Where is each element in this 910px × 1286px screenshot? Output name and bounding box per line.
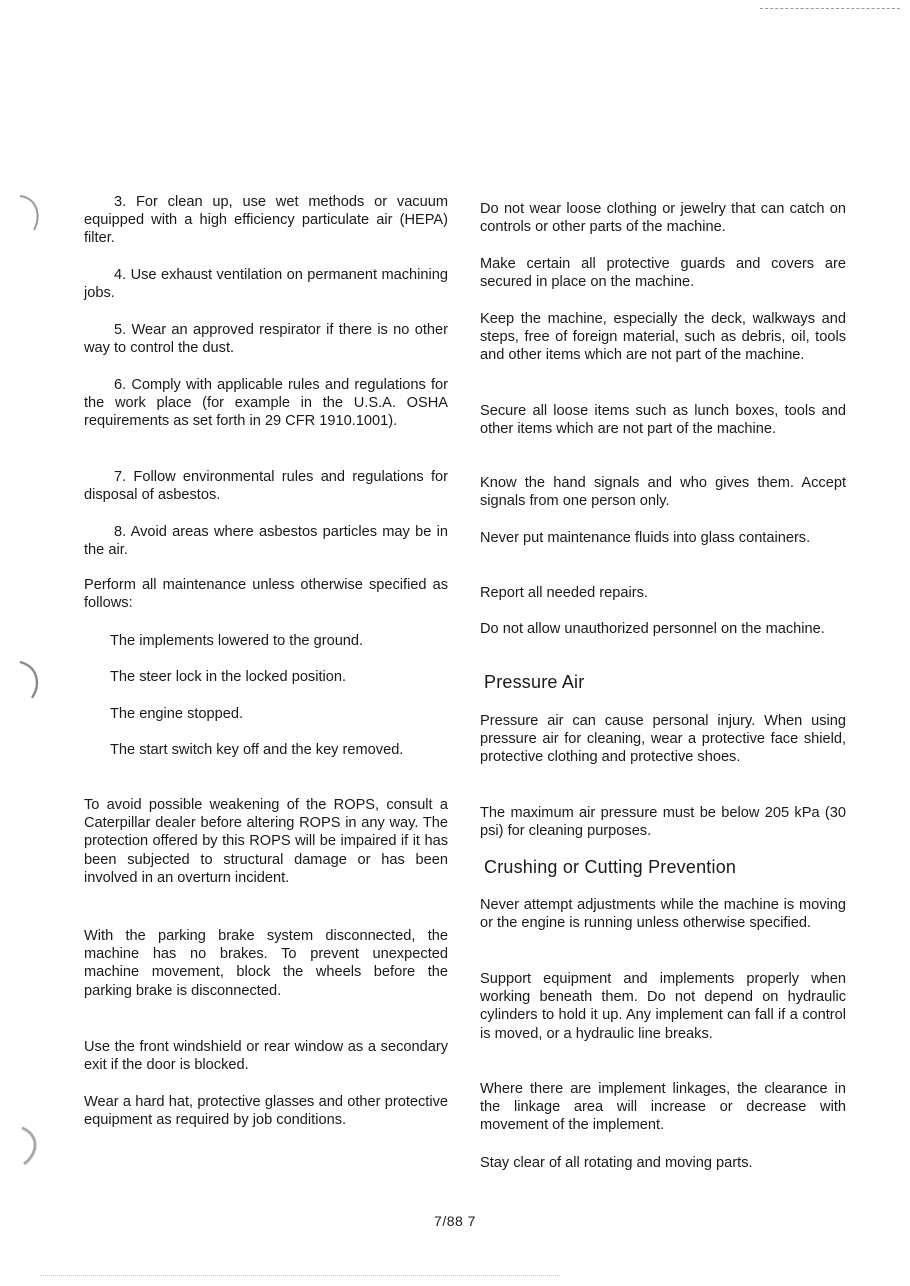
binder-hole-mark-top (14, 192, 44, 236)
pressure-air-injury-paragraph: Pressure air can cause personal injury. When using pressure air for cleaning, wear a protective face shield, protective clothing and protective shoes. (480, 713, 846, 766)
exhaust-ventilation-paragraph: 4. Use exhaust ventilation on permanent machining jobs. (84, 267, 448, 302)
asbestos-disposal-paragraph: 7. Follow environmental rules and regulations for disposal of asbestos. (84, 469, 448, 504)
keep-machine-clean-paragraph: Keep the machine, especially the deck, walkways and steps, free of foreign material, such as debris, oil, tools and other items which are not part of the machine. (480, 311, 846, 364)
rops-warning-paragraph: To avoid possible weakening of the ROPS, consult a Caterpillar dealer before altering ROPS in any way. The protection offered by this ROPS will be impaired if it has been subjected to structural damage or has been involved in an overturn incident. (84, 797, 448, 886)
bottom-scan-rule (40, 1275, 560, 1276)
secure-loose-items-paragraph: Secure all loose items such as lunch boxes, tools and other items which are not part of the machine. (480, 403, 846, 438)
avoid-asbestos-areas-paragraph: 8. Avoid areas where asbestos particles may be in the air. (84, 524, 448, 559)
secondary-exit-paragraph: Use the front windshield or rear window as a secondary exit if the door is blocked. (84, 1039, 448, 1074)
hepa-filter-paragraph: 3. For clean up, use wet methods or vacuum equipped with a high efficiency particulate air (HEPA) filter. (84, 194, 448, 247)
loose-clothing-paragraph: Do not wear loose clothing or jewelry that can catch on controls or other parts of the machine. (480, 201, 846, 236)
support-equipment-paragraph: Support equipment and implements properly when working beneath them. Do not depend on hydraulic cylinders to hold it up. Any implement can fall if a control is moved, or a hydraulic line breaks. (480, 971, 846, 1042)
condition-implements-lowered: The implements lowered to the ground. (110, 633, 364, 649)
implement-linkages-paragraph: Where there are implement linkages, the clearance in the linkage area will increase or decrease with movement of the implement. (480, 1081, 846, 1134)
protective-guards-paragraph: Make certain all protective guards and covers are secured in place on the machine. (480, 256, 846, 291)
max-air-pressure-paragraph: The maximum air pressure must be below 205 kPa (30 psi) for cleaning purposes. (480, 805, 846, 840)
parking-brake-paragraph: With the parking brake system disconnected, the machine has no brakes. To prevent unexpected machine movement, block the wheels before the parking brake is disconnected. (84, 928, 448, 999)
crushing-cutting-heading: Crushing or Cutting Prevention (484, 857, 737, 877)
hand-signals-paragraph: Know the hand signals and who gives them. Accept signals from one person only. (480, 475, 846, 510)
protective-equipment-paragraph: Wear a hard hat, protective glasses and other protective equipment as required by job conditions. (84, 1094, 448, 1129)
respirator-paragraph: 5. Wear an approved respirator if there is no other way to control the dust. (84, 322, 448, 357)
condition-key-removed: The start switch key off and the key removed. (110, 742, 404, 758)
binder-hole-mark-middle (14, 658, 44, 702)
adjustments-paragraph: Never attempt adjustments while the machine is moving or the engine is running unless otherwise specified. (480, 897, 846, 932)
perform-maintenance-intro: Perform all maintenance unless otherwise specified as follows: (84, 577, 448, 612)
unauthorized-personnel-paragraph: Do not allow unauthorized personnel on the machine. (480, 621, 825, 637)
page-number: 7/88 7 (434, 1213, 476, 1229)
top-scan-rule (760, 8, 900, 9)
condition-engine-stopped: The engine stopped. (110, 706, 244, 722)
osha-compliance-paragraph: 6. Comply with applicable rules and regulations for the work place (for example in the U.S.A. OSHA requirements as set forth in 29 CFR 1910.1001). (84, 377, 448, 430)
binder-hole-mark-bottom (14, 1124, 44, 1168)
pressure-air-heading: Pressure Air (484, 672, 585, 692)
condition-steer-lock: The steer lock in the locked position. (110, 669, 347, 685)
glass-containers-paragraph: Never put maintenance fluids into glass containers. (480, 530, 811, 546)
report-repairs-paragraph: Report all needed repairs. (480, 585, 648, 601)
stay-clear-paragraph: Stay clear of all rotating and moving parts. (480, 1155, 753, 1171)
